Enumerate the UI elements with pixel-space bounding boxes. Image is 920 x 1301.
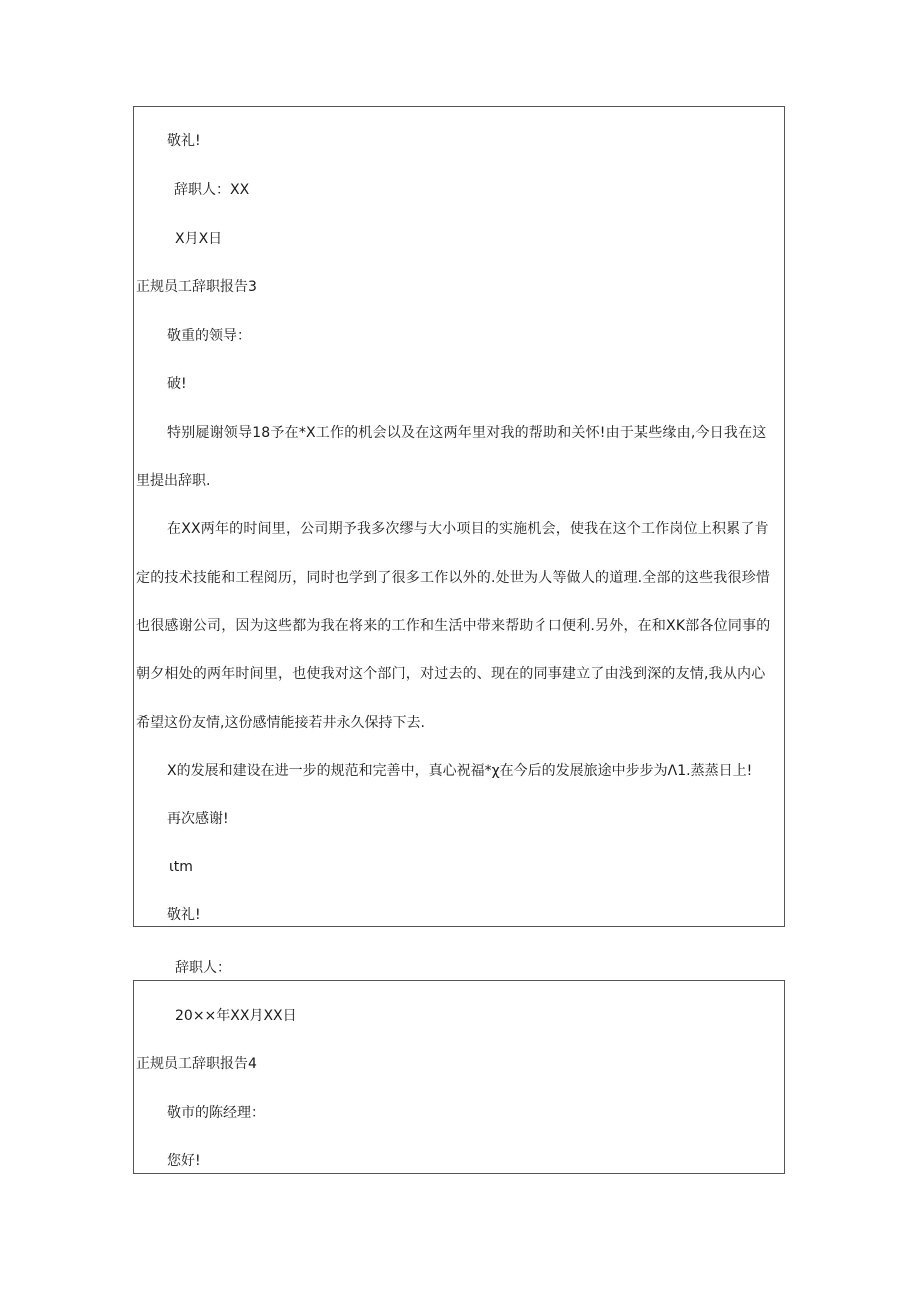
- closing-salute: 敬礼!: [167, 133, 201, 149]
- paragraph-line: 希望这份友情,这份感情能接若井永久保持下去.: [136, 715, 425, 731]
- report-heading-3: 正规员工辞职报告3: [136, 279, 257, 295]
- paragraph-line: 里提出辞职.: [136, 473, 211, 489]
- salutation: 敬重的领导：: [167, 328, 251, 344]
- paragraph-line: X的发展和建设在进一步的规范和完善中，真心祝福*χ在今后的发展旅途中步步为Λ1.蒸蒸日上!: [167, 763, 753, 779]
- paragraph-line: 特别屣谢领导18予在*X工作的机会以及在这两年里对我的帮助和关怀!由于某些缘由,今日我在这: [167, 425, 767, 441]
- paragraph-line: 也很感谢公司，因为这些都为我在将来的工作和生活中带来帮助彳口便利.另外，在和XK部各位同事的: [136, 618, 771, 634]
- date-line: X月X日: [175, 231, 223, 247]
- signer-line: 辞职人：: [175, 960, 231, 976]
- paragraph-line: 定的技术技能和工程阅历，同时也学到了很多工作以外的.处世为人等做人的道理.全部的这些我很珍惜: [136, 570, 771, 586]
- date-line: 20××年XX月XX日: [175, 1008, 297, 1024]
- salutation: 敬市的陈经理：: [167, 1105, 265, 1121]
- thanks-line: 再次感谢!: [167, 811, 229, 827]
- paragraph-line: 在XX两年的时间里，公司期予我多次缪与大小项目的实施机会，使我在这个工作岗位上积累了肯: [167, 521, 769, 537]
- closing-salute: 敬礼!: [167, 907, 201, 923]
- report-heading-4: 正规员工辞职报告4: [136, 1056, 257, 1072]
- garbled-text: ιtm: [169, 859, 193, 875]
- greeting: 您好!: [167, 1153, 201, 1169]
- signer-line: 辞职人：XX: [174, 182, 250, 198]
- page-frame-top: [133, 106, 785, 927]
- greeting: 破!: [167, 376, 187, 392]
- paragraph-line: 朝夕相处的两年时间里，也使我对这个部门，对过去的、现在的同事建立了由浅到深的友情,我从内心: [136, 666, 766, 682]
